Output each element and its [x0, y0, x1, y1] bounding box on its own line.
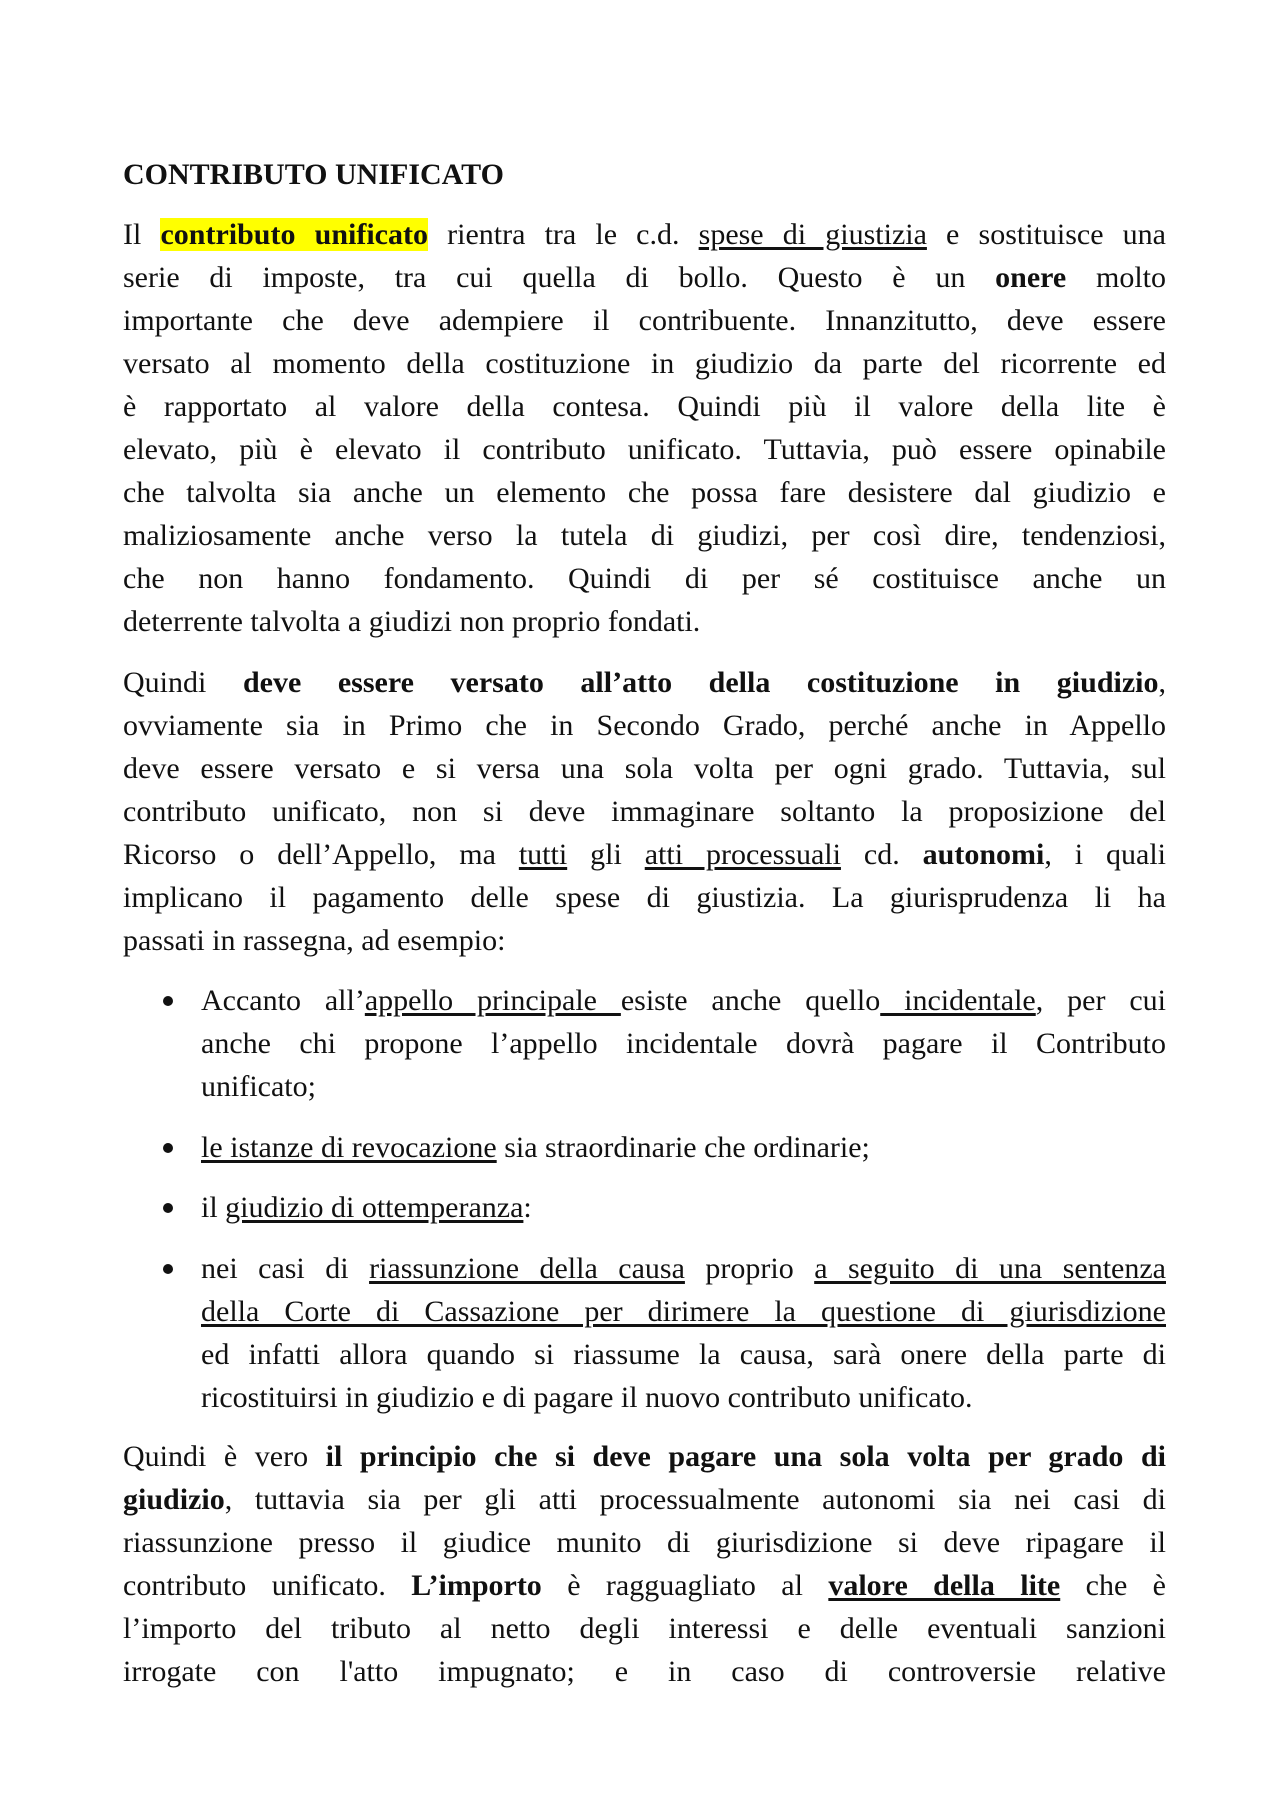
text-run: che talvolta sia anche un elemento che possa fare desistere dal giudizio e	[123, 476, 1166, 509]
text-run: l’importo del tributo al netto degli interessi e delle eventuali sanzioni	[123, 1612, 1166, 1645]
text-line	[123, 557, 1166, 600]
underlined-text: valore della lite	[828, 1569, 1061, 1602]
text-line	[201, 1333, 1166, 1376]
underlined-text: riassunzione della causa	[369, 1252, 685, 1285]
bullet-icon	[163, 1264, 173, 1274]
bullet-icon	[163, 1143, 173, 1153]
text-line	[123, 876, 1166, 919]
text-run: elevato, più è elevato il contributo unificato. Tuttavia, può essere opinabile	[123, 433, 1166, 466]
paragraph	[123, 1435, 1166, 1693]
text-line	[123, 600, 1166, 643]
text-run: implicano il pagamento delle spese di giustizia. La giurisprudenza li ha	[123, 881, 1166, 914]
text-run: Quindi	[123, 666, 243, 699]
text-line	[123, 1564, 1166, 1607]
text-run: irrogate con l'atto impugnato; e in caso di controversie relative	[123, 1655, 1166, 1688]
text-line	[201, 1065, 1166, 1108]
text-line	[201, 1186, 1166, 1229]
paragraph	[123, 661, 1166, 962]
text-run: ovviamente sia in Primo che in Secondo Grado, perché anche in Appello	[123, 709, 1166, 742]
underlined-text: spese di giustizia	[698, 218, 927, 251]
text-line	[123, 342, 1166, 385]
bold-text: il principio che si deve pagare una sola volta per grado di	[325, 1440, 1166, 1473]
text-run: Ricorso o dell’Appello, ma	[123, 838, 519, 871]
bold-text: onere	[995, 261, 1067, 294]
text-line	[201, 1126, 1166, 1169]
text-run: esiste anche quello	[620, 984, 881, 1017]
underlined-text: della Corte di Cassazione per dirimere la questione di giurisdizione	[201, 1295, 1166, 1328]
text-run: ricostituirsi in giudizio e di pagare il nuovo contributo unificato.	[201, 1381, 973, 1414]
text-run: deve essere versato e si versa una sola volta per ogni grado. Tuttavia, sul	[123, 752, 1166, 785]
text-run: riassunzione presso il giudice munito di giurisdizione si deve ripagare il	[123, 1526, 1166, 1559]
text-line	[123, 514, 1166, 557]
text-line	[123, 471, 1166, 514]
text-line	[201, 979, 1166, 1022]
text-run: sia straordinarie che ordinarie;	[496, 1131, 870, 1164]
text-line	[123, 213, 1166, 256]
text-run: unificato;	[201, 1070, 316, 1103]
text-run: Accanto all’	[201, 984, 365, 1017]
text-run: ed infatti allora quando si riassume la causa, sarà onere della parte di	[201, 1338, 1166, 1371]
text-run: è ragguagliato al	[541, 1569, 829, 1602]
text-run: il	[201, 1191, 226, 1224]
underlined-text: appello principale	[364, 984, 621, 1017]
bullet-icon	[163, 996, 173, 1006]
text-run: passati in rassegna, ad esempio:	[123, 924, 506, 957]
text-line	[123, 1521, 1166, 1564]
text-line	[201, 1376, 1166, 1419]
underlined-text: atti processuali	[644, 838, 841, 871]
bold-text: deve essere versato all’atto della costituzione in giudizio	[242, 666, 1159, 699]
text-line	[201, 1290, 1166, 1333]
bullet-item	[201, 1247, 1166, 1419]
text-run: versato al momento della costituzione in giudizio da parte del ricorrente ed	[123, 347, 1166, 380]
text-line	[123, 919, 1166, 962]
text-run: proprio	[684, 1252, 815, 1285]
text-run: che non hanno fondamento. Quindi di per sé costituisce anche un	[123, 562, 1166, 595]
text-line	[123, 256, 1166, 299]
text-run: Il	[123, 218, 161, 251]
text-line	[123, 790, 1166, 833]
text-run: importante che deve adempiere il contribuente. Innanzitutto, deve essere	[123, 304, 1166, 337]
paragraph	[123, 213, 1166, 643]
text-line	[123, 704, 1166, 747]
text-run: , i quali	[1044, 838, 1167, 871]
text-line	[201, 1247, 1166, 1290]
text-line	[123, 1478, 1166, 1521]
bold-text: L’importo	[411, 1569, 542, 1602]
document-title: CONTRIBUTO UNIFICATO	[123, 158, 504, 191]
underlined-text: a seguito di una sentenza	[814, 1252, 1166, 1285]
text-run: cd.	[840, 838, 923, 871]
text-run: contributo unificato, non si deve immaginare soltanto la proposizione del	[123, 795, 1166, 828]
text-line	[123, 661, 1166, 704]
text-line	[123, 385, 1166, 428]
text-line	[123, 428, 1166, 471]
bullet-icon	[163, 1203, 173, 1213]
text-run: rientra tra le c.d.	[427, 218, 699, 251]
text-run: deterrente talvolta a giudizi non proprio fondati.	[123, 605, 701, 638]
text-line	[123, 833, 1166, 876]
text-run: che è	[1060, 1569, 1166, 1602]
text-run: contributo unificato.	[123, 1569, 412, 1602]
text-line	[123, 1650, 1166, 1693]
text-run: ,	[1158, 666, 1166, 699]
text-run: molto	[1066, 261, 1166, 294]
text-run: Quindi è vero	[123, 1440, 326, 1473]
text-run: serie di imposte, tra cui quella di bollo. Questo è un	[123, 261, 996, 294]
text-line	[123, 299, 1166, 342]
bullet-item	[201, 1126, 1166, 1169]
underlined-text: incidentale	[880, 984, 1036, 1017]
text-line	[123, 1607, 1166, 1650]
underlined-text: le istanze di revocazione	[201, 1131, 497, 1164]
text-run: :	[523, 1191, 532, 1224]
text-line	[201, 1022, 1166, 1065]
bullet-item	[201, 1186, 1166, 1229]
text-run: nei casi di	[201, 1252, 370, 1285]
text-run: gli	[567, 838, 645, 871]
underlined-text: giudizio di ottemperanza	[225, 1191, 524, 1224]
highlighted-text: contributo unificato	[160, 218, 428, 251]
bold-text: giudizio	[123, 1483, 225, 1516]
text-run: anche chi propone l’appello incidentale dovrà pagare il Contributo	[201, 1027, 1166, 1060]
text-run: e sostituisce una	[926, 218, 1166, 251]
text-line	[123, 747, 1166, 790]
bold-text: autonomi	[922, 838, 1045, 871]
text-run: , per cui	[1035, 984, 1166, 1017]
text-run: , tuttavia sia per gli atti processualmente autonomi sia nei casi di	[224, 1483, 1166, 1516]
underlined-text: tutti	[518, 838, 568, 871]
text-run: maliziosamente anche verso la tutela di giudizi, per così dire, tendenziosi,	[123, 519, 1166, 552]
text-run: è rapportato al valore della contesa. Quindi più il valore della lite è	[123, 390, 1166, 423]
text-line	[123, 1435, 1166, 1478]
bullet-item	[201, 979, 1166, 1108]
